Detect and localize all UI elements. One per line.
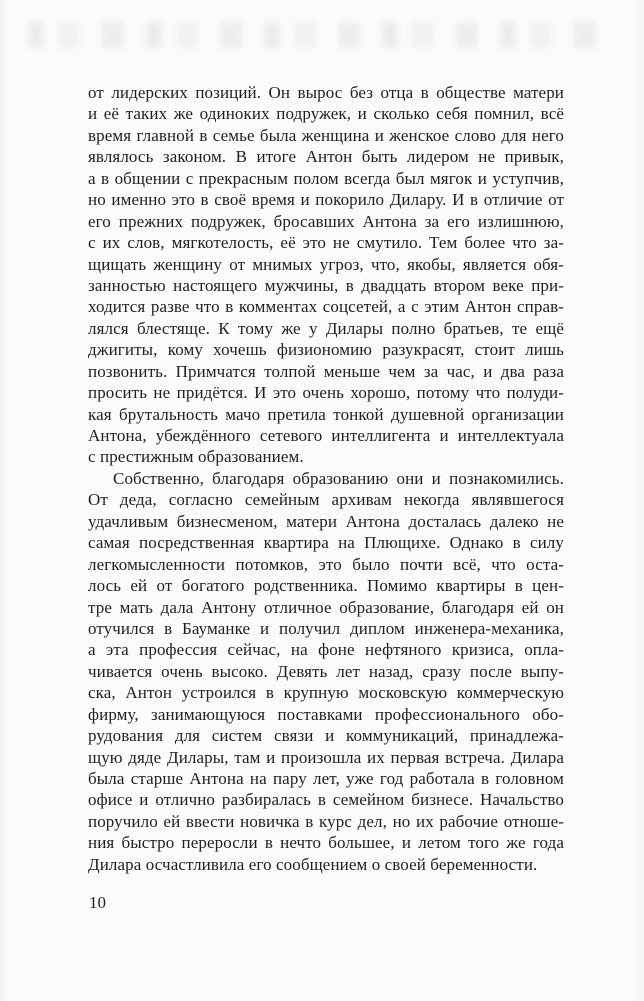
text-line: его прежних подружек, бросавших Антона за его излишнюю, bbox=[88, 211, 564, 231]
text-line: рудования для систем связи и коммуникаций, принадлежа- bbox=[88, 726, 564, 746]
text-line: джигиты, кому хочешь физиономию разукрасят, стоит лишь bbox=[88, 340, 564, 360]
text-line: тре мать дала Антону отличное образование, благодаря ей он bbox=[88, 597, 564, 617]
text-line: ходится разве что в комментах соцсетей, а с этим Антон справ- bbox=[88, 297, 564, 317]
text-line: ния быстро переросли в нечто большее, и летом того же года bbox=[88, 833, 564, 853]
text-line: Антона, убеждённого сетевого интеллигента и интеллектуала bbox=[88, 426, 564, 445]
text-line: чивается очень высоко. Девять лет назад, сразу после выпу- bbox=[88, 661, 564, 681]
text-line: щую дяде Дилары, там и произошла их первая встреча. Дилара bbox=[88, 747, 564, 767]
text-line: поручило ей ввести новичка в курс дел, но их рабочие отноше- bbox=[88, 811, 564, 831]
text-line: удачливым бизнесменом, матери Антона досталась далеко не bbox=[88, 511, 564, 531]
page-number: 10 bbox=[89, 893, 106, 912]
scan-smudge-artifact bbox=[28, 22, 612, 48]
page-text bbox=[88, 82, 564, 875]
text-line: офисе и отлично разбиралась в семейном бизнесе. Начальство bbox=[88, 790, 564, 810]
text-line: лялся блестяще. К тому же у Дилары полно братьев, те ещё bbox=[88, 318, 564, 338]
text-line: Собственно, благодаря образованию они и познакомились. bbox=[113, 468, 564, 488]
text-line: а эта профессия сейчас, на фоне нефтяного кризиса, опла- bbox=[88, 640, 564, 660]
text-line: и её таких же одиноких подружек, и сколько себя помнил, всё bbox=[88, 104, 564, 124]
text-line: от лидерских позиций. Он вырос без отца в обществе матери bbox=[88, 83, 564, 102]
text-line: отучился в Бауманке и получил диплом инженера-механика, bbox=[88, 618, 564, 638]
text-line: самая посредственная квартира на Плющихе. Однако в силу bbox=[88, 533, 564, 553]
text-line: лось ей от богатого родственника. Помимо квартиры в цен- bbox=[88, 576, 564, 596]
text-line: а в общении с прекрасным полом всегда был мягок и уступчив, bbox=[88, 168, 564, 188]
text-line: кая брутальность мачо претила тонкой душевной организации bbox=[88, 404, 564, 424]
text-line: ска, Антон устроился в крупную московскую коммерческую bbox=[88, 683, 564, 703]
text-line: позвонить. Примчатся толпой меньше чем за час, и два раза bbox=[88, 361, 564, 381]
text-line: щищать женщину от мнимых угроз, что, якобы, является обя- bbox=[88, 254, 564, 274]
text-line: с престижным образованием. bbox=[88, 447, 304, 467]
text-line: Дилара осчастливила его сообщением о своей беременности. bbox=[88, 854, 538, 874]
paragraph bbox=[88, 82, 564, 468]
text-line: просить не придётся. И это очень хорошо, потому что полуди- bbox=[88, 383, 564, 403]
text-line: являлось законом. В итоге Антон быть лидером не привык, bbox=[88, 147, 564, 167]
text-line: занностью настоящего мужчины, в двадцать втором веке при- bbox=[88, 275, 564, 295]
text-line: легкомысленности потомков, это было почти всё, что оста- bbox=[88, 554, 564, 574]
text-line: время главной в семье была женщина и женское слово для него bbox=[88, 125, 564, 145]
text-line: была старше Антона на пару лет, уже год работала в головном bbox=[88, 769, 564, 788]
text-line: От деда, согласно семейным архивам некогда являвшегося bbox=[88, 490, 564, 510]
text-line: фирму, занимающуюся поставками профессионального обо- bbox=[88, 704, 564, 724]
text-line: но именно это в своё время и покорило Дилару. И в отличие от bbox=[88, 190, 564, 210]
text-line: с их слов, мягкотелость, её это не смутило. Тем более что за- bbox=[88, 233, 564, 253]
paragraph bbox=[88, 468, 564, 875]
